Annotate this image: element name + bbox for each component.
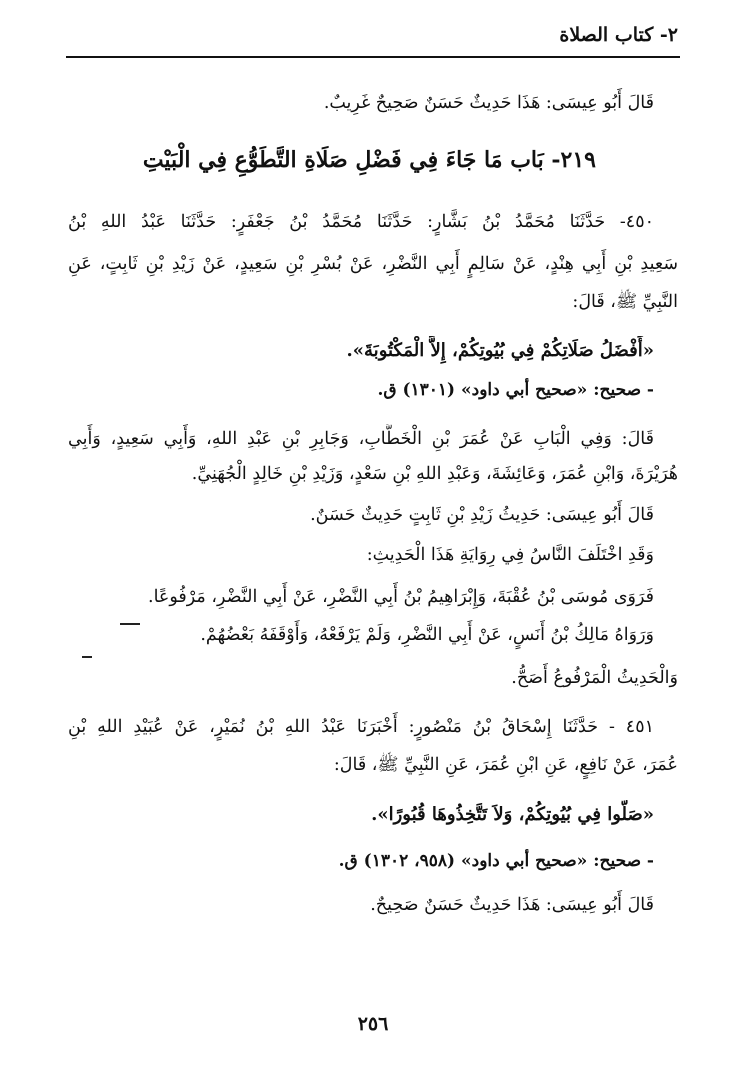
chapter-heading: ٢١٩- بَاب مَا جَاءَ فِي فَضْلِ صَلَاةِ التَّطَوُّعِ فِي الْبَيْتِ <box>142 147 596 173</box>
page-number: ٢٥٦ <box>357 1013 389 1035</box>
hadith-isnad-line: سَعِيدِ بْنِ أَبِي هِنْدٍ، عَنْ سَالِمٍ أَبِي النَّضْرِ، عَنْ بُسْرِ بْنِ سَعِيدٍ، عَنْ زَيْدِ بْنِ ثَابِتٍ، عَنِ <box>68 254 678 274</box>
hadith-isnad-line: النَّبِيِّ ﷺ، قَالَ: <box>572 292 678 312</box>
grading-note: - صحيح: «صحيح أبي داود» (٩٥٨، ١٣٠٢) ق. <box>338 851 654 871</box>
scan-mark <box>120 623 140 625</box>
text-line: وَالْحَدِيثُ الْمَرْفُوعُ أَصَحُّ. <box>511 668 678 688</box>
grading-note: - صحيح: «صحيح أبي داود» (١٣٠١) ق. <box>377 380 654 400</box>
hadith-isnad-line: ٤٥٠- حَدَّثَنَا مُحَمَّدُ بْنُ بَشَّارٍ: حَدَّثَنَا مُحَمَّدُ بْنُ جَعْفَرٍ: حَدَّثَنَا عَبْدُ اللهِ بْنُ <box>68 212 654 232</box>
header-rule <box>66 56 680 58</box>
text-line: وَقَدِ اخْتَلَفَ النَّاسُ فِي رِوَايَةِ هَذَا الْحَدِيثِ: <box>366 545 654 565</box>
running-header-title: ٢- كتاب الصلاة <box>559 24 678 46</box>
text-line: هُرَيْرَةَ، وَابْنِ عُمَرَ، وَعَائِشَةَ، وَعَبْدِ اللهِ بْنِ سَعْدٍ، وَزَيْدِ بْنِ خَالِدٍ الْجُهَنِيِّ. <box>191 464 678 484</box>
hadith-isnad-line: ٤٥١ - حَدَّثَنَا إِسْحَاقُ بْنُ مَنْصُورٍ: أَخْبَرَنَا عَبْدُ اللهِ بْنُ نُمَيْرٍ، عَنْ عُبَيْدِ اللهِ بْنِ <box>68 717 654 737</box>
text-line: قَالَ أَبُو عِيسَى: هَذَا حَدِيثٌ حَسَنٌ صَحِيحٌ. <box>370 895 654 915</box>
text-line: قَالَ: وَفِي الْبَابِ عَنْ عُمَرَ بْنِ الْخَطَّابِ، وَجَابِرِ بْنِ عَبْدِ اللهِ، وَأَبِي سَعِيدٍ، وَأَبِي <box>68 429 654 449</box>
text-line: قَالَ أَبُو عِيسَى: هَذَا حَدِيثٌ حَسَنٌ صَحِيحٌ غَرِيبٌ. <box>323 93 654 113</box>
hadith-isnad-line: عُمَرَ، عَنْ نَافِعٍ، عَنِ ابْنِ عُمَرَ، عَنِ النَّبِيِّ ﷺ، قَالَ: <box>333 755 678 775</box>
text-line: فَرَوَى مُوسَى بْنُ عُقْبَةَ، وَإِبْرَاهِيمُ بْنُ أَبِي النَّضْرِ، عَنْ أَبِي النَّضْرِ، مَرْفُوعًا. <box>148 587 654 607</box>
text-line: قَالَ أَبُو عِيسَى: حَدِيثُ زَيْدِ بْنِ ثَابِتٍ حَدِيثٌ حَسَنٌ. <box>310 505 654 525</box>
hadith-text: «أَفْضَلُ صَلَاتِكُمْ فِي بُيُوتِكُمْ، إِلاَّ الْمَكْتُوبَةَ». <box>346 340 654 361</box>
hadith-text: «صَلُّوا فِي بُيُوتِكُمْ، وَلاَ تَتَّخِذُوهَا قُبُورًا». <box>371 804 654 825</box>
text-line: وَرَوَاهُ مَالِكُ بْنُ أَنَسٍ، عَنْ أَبِي النَّضْرِ، وَلَمْ يَرْفَعْهُ، وَأَوْقَفَهُ بَعْضُهُمْ. <box>200 625 654 645</box>
scan-mark <box>82 656 92 658</box>
